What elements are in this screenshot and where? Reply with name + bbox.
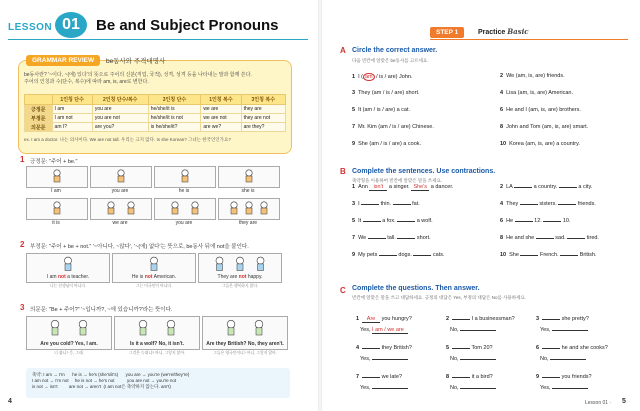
section-1-row-2 (26, 198, 280, 228)
illustration-frame (26, 166, 88, 188)
section-c-question (356, 345, 412, 351)
section-b-item (500, 218, 571, 224)
conjugation-table (24, 94, 286, 132)
example-pre: He is (131, 274, 145, 280)
illustration-caption: I am (51, 188, 61, 194)
grammar-review-tab: GRAMMAR REVIEW (26, 55, 100, 66)
item-number: 7 (356, 374, 360, 380)
section-b-subtitle: 축약형을 이용하여 빈칸에 알맞은 말을 쓰세요. (352, 178, 443, 183)
answer-lead: Yes, (540, 385, 551, 391)
question-example-korean: 그것은 늑대니? 아니, 그렇지 않아. (128, 351, 186, 355)
question-example-text: Are they British? No, they aren't. (206, 341, 284, 347)
illustration-panel (90, 166, 152, 196)
question-example-korean: 그들은 영국인이니? 아니, 그렇지 않아. (213, 351, 277, 355)
item-text-pre: I ( (358, 74, 363, 80)
item-number: 5 (352, 218, 356, 224)
example-korean: 그는 미국인이 아니다. (135, 284, 173, 288)
question-blank[interactable] (542, 377, 560, 378)
item-subject: I (358, 201, 360, 207)
table-header-cell: 3인칭 단수 (148, 95, 201, 105)
item-middle: French. (539, 252, 559, 258)
item-number: 7 (352, 124, 356, 130)
section-2-description: 부정문: "주어 + be + not." '~아니다, ~않다', '~(에) 없다'는 뜻으로, be동사 뒤에 not을 붙인다. (30, 244, 249, 250)
answer-lead: Yes, (360, 385, 371, 391)
question-blank[interactable] (362, 348, 380, 349)
item-subject: LA (506, 184, 513, 190)
item-text-pre: Mr. Kim (am / is / are) Chinese. (358, 124, 434, 130)
section-b-letter: B (340, 167, 346, 176)
lesson-label: LESSON (8, 22, 53, 33)
answer-lead: No, (450, 356, 459, 362)
item-text-pre: John and Tom (am, is, are) smart. (506, 124, 589, 130)
question-example-panel (202, 316, 288, 355)
illustration-frame (26, 198, 88, 220)
answer-blank-1[interactable] (363, 221, 381, 222)
illustration-frame (154, 198, 216, 220)
item-text-pre: Korea (am, is, are) a country. (509, 141, 580, 147)
item-number: 4 (500, 201, 504, 207)
negative-example-text (27, 274, 109, 280)
left-page-number: 4 (8, 398, 12, 405)
section-c-answer (540, 327, 588, 333)
grammar-example-note: ex. I am a doctor. 나는 의사이다. We are not tall. 우리는 크지 않다. Is she Korean? 그녀는 한국인인가요? (24, 137, 231, 142)
answer-blank-1[interactable] (515, 221, 533, 222)
item-subject: She (509, 252, 519, 258)
question-text: she pretty? (561, 316, 589, 322)
question-blank[interactable] (362, 377, 380, 378)
negative-example-panel (112, 253, 196, 288)
item-number: 8 (500, 124, 504, 130)
answer-blank-2[interactable] (543, 221, 561, 222)
answer-blank-2[interactable] (397, 238, 415, 239)
item-end: a dancer. (430, 184, 454, 190)
answer-blank-2[interactable] (560, 255, 578, 256)
answer-blank-2[interactable] (397, 221, 415, 222)
item-middle: dogs. (398, 252, 412, 258)
section-a-item (352, 90, 420, 96)
item-end: British. (579, 252, 597, 258)
section-c-title: Complete the questions. Then answer. (352, 285, 480, 292)
item-number: 2 (446, 316, 450, 322)
section-c-answer (450, 385, 496, 391)
table-cell: you are (92, 105, 148, 114)
answer-lead: No, (450, 385, 459, 391)
illustration-panel (218, 166, 280, 196)
table-header-cell: 1인칭 복수 (201, 95, 241, 105)
negative-example-panel (26, 253, 110, 288)
item-end: fat. (412, 201, 420, 207)
illustration-frame (218, 198, 280, 220)
section-a-item (352, 141, 421, 147)
section-c-question (536, 316, 589, 322)
circled-answer[interactable]: am (364, 74, 373, 80)
item-text-pre: They (am / is / are) short. (358, 90, 420, 96)
example-not: not (57, 274, 66, 280)
table-cell: are they? (241, 123, 285, 132)
table-header-cell: 1인칭 단수 (52, 95, 92, 105)
answer-lead: Yes, (360, 327, 371, 333)
illustration-caption: it is (52, 220, 60, 226)
item-end: short. (416, 235, 431, 241)
section-a-item (500, 90, 573, 96)
item-number: 3 (352, 90, 356, 96)
item-text-pre: Lisa (am, is, are) American. (506, 90, 573, 96)
item-number: 2 (500, 184, 504, 190)
answer-lead: Yes, (360, 356, 371, 362)
illustration-panel (90, 198, 152, 228)
item-number: 6 (500, 107, 504, 113)
title-rule (8, 39, 308, 40)
item-number: 9 (352, 141, 356, 147)
table-cell: you are not (92, 114, 148, 123)
table-cell: 부정문 (25, 114, 53, 123)
item-number: 9 (352, 252, 356, 258)
item-number: 8 (446, 374, 450, 380)
section-c-question (536, 345, 608, 351)
item-number: 9 (536, 374, 540, 380)
item-middle: sad. (555, 235, 566, 241)
item-number: 1 (352, 74, 356, 80)
table-cell: 긍정문 (25, 105, 53, 114)
section-b-item (352, 252, 445, 258)
grammar-text-line-1: be동사란? '~이다, ~(에) 있다'의 뜻으로 주어의 신분(직업, 국적), 성격, 성격 등을 나타내는 말과 함께 쓴다. (24, 72, 252, 78)
item-text-pre: We (am, is, are) friends. (506, 73, 565, 79)
section-b-item (352, 218, 433, 224)
item-end: tired. (586, 235, 599, 241)
question-text: he and she cooks? (561, 345, 608, 351)
item-text-pre: She (am / is / are) a cook. (358, 141, 422, 147)
lesson-number-badge: 01 (55, 12, 87, 38)
question-blank[interactable] (542, 319, 560, 320)
question-example-korean: 너 춥니? 응, 그래. (54, 351, 84, 355)
table-cell: are we? (201, 123, 241, 132)
answer-blank[interactable] (552, 330, 588, 331)
illustration-panel (154, 166, 216, 196)
item-subject: Ann (358, 184, 368, 190)
negative-example-panel (198, 253, 282, 288)
illustration-caption: you are (175, 220, 193, 226)
question-example-text: Are you cold? Yes, I am. (40, 341, 98, 347)
example-not: not (238, 274, 247, 280)
illustration-caption: he is (178, 188, 190, 194)
section-c-answer (540, 385, 588, 391)
answer-blank[interactable] (460, 330, 496, 331)
step-title (478, 27, 529, 36)
table-header-cell: 3인칭 복수 (241, 95, 285, 105)
item-number: 1 (356, 316, 360, 322)
section-b-item (500, 235, 599, 241)
answer-blank[interactable] (550, 359, 586, 360)
table-cell: he/she/it is not (148, 114, 201, 123)
example-post: American. (152, 274, 177, 280)
section-a-letter: A (340, 46, 346, 55)
section-b-item (352, 184, 453, 191)
step-title-practice: Practice (478, 29, 508, 36)
answer-blank-2[interactable] (393, 204, 411, 205)
illustration-panel (154, 198, 216, 228)
item-number: 6 (536, 345, 540, 351)
table-header-cell (25, 95, 53, 105)
table-header-cell: 2인칭 단수/복수 (92, 95, 148, 105)
section-b-item (500, 252, 597, 258)
item-number: 5 (352, 107, 356, 113)
section-a-item (500, 107, 581, 113)
step-rule (430, 39, 628, 40)
table-cell: we are not (201, 114, 241, 123)
section-2-number: 2 (20, 240, 25, 249)
item-subject: My pets (358, 252, 378, 258)
section-c-answer (540, 356, 586, 362)
section-1-number: 1 (20, 155, 25, 164)
table-header-row (25, 95, 286, 105)
table-row (25, 123, 286, 132)
item-end: 10. (562, 218, 571, 224)
item-number: 8 (500, 235, 504, 241)
section-a-item (352, 73, 413, 81)
item-text-post: / is / are) John. (374, 74, 413, 80)
illustration-frame (90, 198, 152, 220)
item-end: cats. (432, 252, 445, 258)
section-a-item (500, 73, 565, 79)
illustration-caption: you are (111, 188, 129, 194)
answer-blank-2[interactable]: She's (411, 184, 429, 191)
section-c-subtitle: 빈칸에 알맞은 말을 쓰고 대답하세요. 긍정의 대답은 Yes, 부정의 대답은 No를 사용하세요. (352, 295, 527, 300)
item-subject: They (506, 201, 519, 207)
illustration-panel (26, 198, 88, 228)
page-gutter (318, 0, 322, 411)
section-c-letter: C (340, 286, 346, 295)
contraction-line: I am not → I'm not he is not → he's not you are not → you're not (32, 378, 177, 383)
illustration-panel (26, 166, 88, 196)
answer-blank-1[interactable] (520, 204, 538, 205)
illustration-caption: we are (112, 220, 128, 226)
negative-example-text (199, 274, 281, 280)
item-text-pre: He and I (am, is, are) brothers. (506, 107, 581, 113)
section-3-number: 3 (20, 303, 25, 312)
illustration-frame (90, 166, 152, 188)
footer-lesson-label: Lesson 01 · (585, 400, 612, 406)
step-title-basic: Basic (507, 27, 529, 36)
section-c-question (446, 374, 493, 380)
section-a-title: Circle the correct answer. (352, 47, 438, 54)
example-pre: I am (46, 274, 58, 280)
item-number: 10 (500, 252, 507, 258)
section-c-answer (360, 356, 408, 362)
item-number: 5 (446, 345, 450, 351)
table-cell: we are (201, 105, 241, 114)
question-text: they British? (381, 345, 412, 351)
answer-blank[interactable] (460, 359, 496, 360)
table-cell: I am not (52, 114, 92, 123)
section-c-answer (360, 327, 408, 334)
answer-blank-1[interactable] (514, 187, 532, 188)
section-a-item (352, 107, 410, 113)
section-b-item (352, 201, 420, 207)
item-number: 4 (356, 345, 360, 351)
section-a-item (500, 124, 588, 130)
contraction-line: is not → isn't are not → aren't (I am not은 축약하지 않는다. am't) (32, 384, 171, 389)
illustration-caption: they are (238, 220, 258, 226)
grammar-text-line-2: 주어의 인칭과 수(단수, 복수)에 따라 am, is, are로 변한다. (24, 79, 149, 85)
lesson-title: Be and Subject Pronouns (96, 17, 279, 34)
item-middle: a singer. (388, 184, 410, 190)
table-cell: are you? (92, 123, 148, 132)
answer-blank-2[interactable] (558, 204, 576, 205)
item-middle: sisters. (539, 201, 557, 207)
section-c-question (356, 374, 402, 380)
question-text: we late? (381, 374, 403, 380)
question-text: you hungry? (381, 316, 412, 322)
answer-blank-1[interactable] (536, 238, 554, 239)
step-badge: STEP 1 (430, 27, 464, 38)
illustration-frame (154, 166, 216, 188)
answer-lead: No, (540, 356, 549, 362)
item-number: 3 (352, 201, 356, 207)
answer-blank-2[interactable] (559, 187, 577, 188)
section-c-answer (450, 356, 496, 362)
question-example-panel (26, 316, 112, 355)
answer-blank-1[interactable] (361, 204, 379, 205)
answer-blank-1[interactable]: isn't (369, 184, 387, 191)
item-number: 10 (500, 141, 507, 147)
table-cell: they are (241, 105, 285, 114)
item-subject: He and she (506, 235, 535, 241)
section-1-description: 긍정문: "주어 + be." (30, 159, 78, 165)
example-post: a teacher. (65, 274, 90, 280)
item-middle: tall. (387, 235, 396, 241)
item-middle: a fox. (382, 218, 396, 224)
section-1-row-1 (26, 166, 280, 196)
question-blank[interactable] (452, 377, 470, 378)
table-cell: 의문문 (25, 123, 53, 132)
section-c-answer (450, 327, 496, 333)
item-number: 2 (500, 73, 504, 79)
section-b-item (500, 201, 596, 207)
answer-blank[interactable] (372, 359, 408, 360)
question-text: I a businessman? (471, 316, 515, 322)
item-number: 7 (352, 235, 356, 241)
answer-blank[interactable]: I am / we are (372, 327, 408, 334)
section-c-question (356, 316, 412, 323)
item-end: a wolf. (416, 218, 433, 224)
answer-blank[interactable] (552, 388, 588, 389)
section-b-item (500, 184, 592, 190)
contractions-box (26, 368, 290, 398)
illustration-frame (218, 166, 280, 188)
illustration-panel (218, 198, 280, 228)
item-middle: 12. (534, 218, 542, 224)
item-number: 4 (500, 90, 504, 96)
section-b-item (352, 235, 431, 241)
item-middle: thin. (380, 201, 392, 207)
section-3-panels (26, 316, 288, 355)
example-korean: 나는 선생님이 아니다. (49, 284, 87, 288)
table-cell: is he/she/it? (148, 123, 201, 132)
answer-blank-1[interactable] (379, 255, 397, 256)
item-text-pre: It (am / is / are) a cat. (358, 107, 411, 113)
grammar-explanation (24, 72, 286, 86)
item-subject: He (506, 218, 514, 224)
answer-blank-1[interactable] (368, 238, 386, 239)
section-a-subtitle: 다음 빈칸에 알맞은 be동사를 고르세요. (352, 58, 429, 63)
question-text: Tom 20? (471, 345, 493, 351)
question-blank[interactable] (452, 348, 470, 349)
item-subject: It (358, 218, 362, 224)
table-row (25, 105, 286, 114)
item-end: a city. (578, 184, 593, 190)
answer-lead: Yes, (540, 327, 551, 333)
table-cell: I am (52, 105, 92, 114)
question-example-panel (114, 316, 200, 355)
section-c-question (446, 316, 515, 322)
right-page-number: 5 (622, 398, 626, 405)
section-c-question (536, 374, 592, 380)
answer-blank-1[interactable] (520, 255, 538, 256)
question-text: you friends? (561, 374, 592, 380)
contraction-line: 축약: I am → I'm he is → he's (she's/it's) you are → you're (we're/they're) (32, 372, 190, 377)
item-end: friends. (577, 201, 596, 207)
answer-blank-2[interactable] (413, 255, 431, 256)
illustration-caption: she is (241, 188, 255, 194)
question-blank[interactable] (542, 348, 560, 349)
question-blank[interactable] (452, 319, 470, 320)
item-number: 1 (352, 184, 356, 190)
answer-blank[interactable] (460, 388, 496, 389)
section-a-item (500, 141, 580, 147)
question-example-text: Is it a wolf? No, it isn't. (130, 341, 184, 347)
table-cell: they are not (241, 114, 285, 123)
grammar-review-subtitle: be동사와 주격대명사 (106, 58, 166, 65)
item-middle: a country. (533, 184, 558, 190)
example-not: not (144, 274, 153, 280)
section-c-answer (360, 385, 408, 391)
table-cell: he/she/it is (148, 105, 201, 114)
section-2-panels (26, 253, 282, 288)
section-a-item (352, 124, 434, 130)
answer-blank-2[interactable] (567, 238, 585, 239)
example-korean: 그들은 행복하지 않다. (221, 284, 259, 288)
question-blank[interactable]: Are (362, 316, 380, 323)
example-post: happy. (246, 274, 263, 280)
section-c-question (446, 345, 493, 351)
table-row (25, 114, 286, 123)
question-text: it a bird? (471, 374, 493, 380)
table-cell: am I? (52, 123, 92, 132)
item-number: 3 (536, 316, 540, 322)
section-3-description: 의문문: "Be + 주어?" '~입니까?, ~에 있습니까?'라는 뜻이다. (30, 307, 173, 313)
section-b-title: Complete the sentences. Use contractions. (352, 168, 496, 175)
negative-example-text (113, 274, 195, 280)
item-subject: We (358, 235, 367, 241)
example-pre: They are (217, 274, 239, 280)
item-number: 6 (500, 218, 504, 224)
answer-lead: No, (450, 327, 459, 333)
answer-blank[interactable] (372, 388, 408, 389)
